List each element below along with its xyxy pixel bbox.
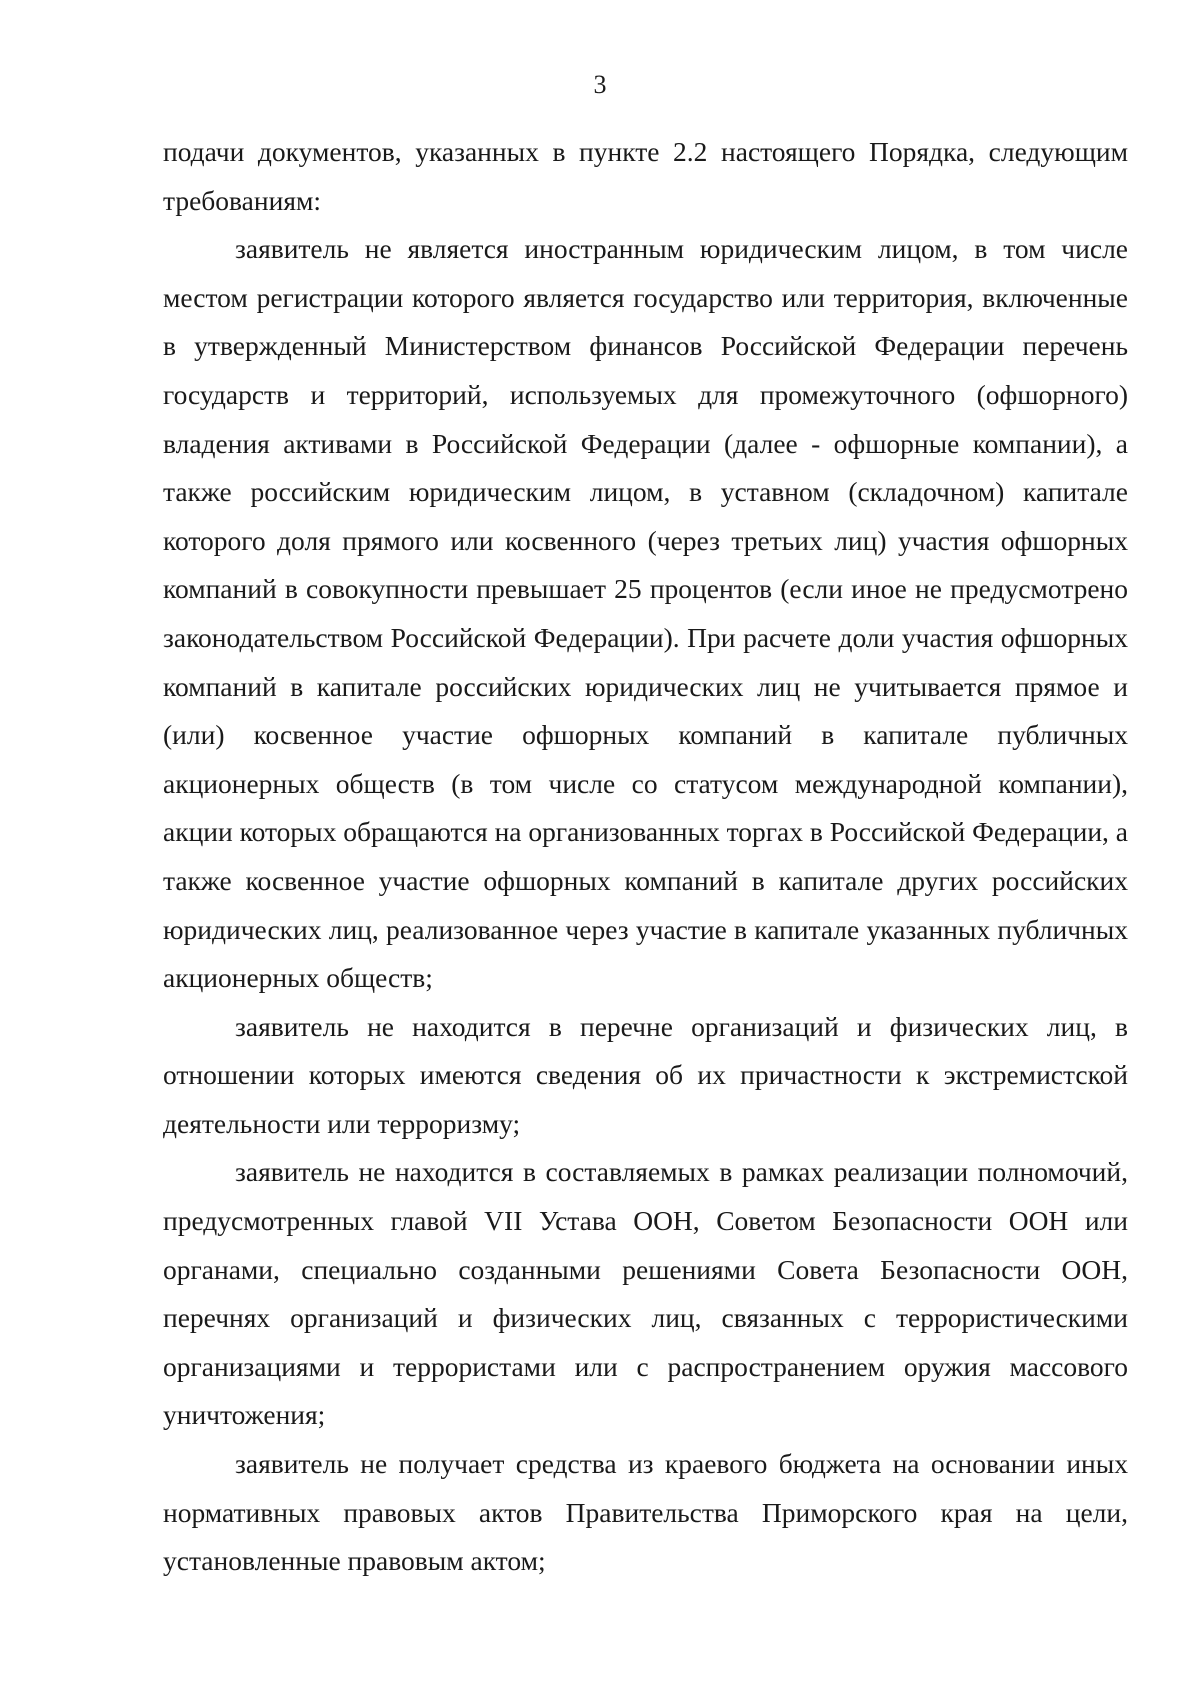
paragraph-extremism-list: заявитель не находится в перечне организаций и физических лиц, в отношении которых имеются сведения об их причастности к экстремистской деятельности или терроризму; bbox=[163, 1010, 1128, 1139]
document-body bbox=[163, 128, 1128, 1586]
paragraph-un-sanctions-list: заявитель не находится в составляемых в рамках реализации полномочий, предусмотренных главой VII Устава ООН, Советом Безопасности ООН или органами, специально созданными решениями Совета Безопасности ООН, перечнях организаций и физических лиц, связанных с террористическими организациями и террористами или с распространением оружия массового уничтожения; bbox=[163, 1156, 1128, 1431]
paragraph-offshore-requirement: заявитель не является иностранным юридическим лицом, в том числе местом регистрации которого является государство или территория, включенные в утвержденный Министерством финансов Российской Федерации перечень государств и территорий, используемых для промежуточного (офшорного) владения активами в Российской Федерации (далее - офшорные компании), а также российским юридическим лицом, в уставном (складочном) капитале которого доля прямого или косвенного (через третьих лиц) участия офшорных компаний в совокупности превышает 25 процентов (если иное не предусмотрено законодательством Российской Федерации). При расчете доли участия офшорных компаний в капитале российских юридических лиц не учитывается прямое и (или) косвенное участие офшорных компаний в капитале публичных акционерных обществ (в том числе со статусом международной компании), акции которых обращаются на организованных торгах в Российской Федерации, а также косвенное участие офшорных компаний в капитале других российских юридических лиц, реализованное через участие в капитале указанных публичных акционерных обществ; bbox=[163, 233, 1128, 994]
paragraph-continuation: подачи документов, указанных в пункте 2.2 настоящего Порядка, следующим требованиям: bbox=[163, 136, 1128, 216]
page-number: 3 bbox=[593, 70, 607, 99]
paragraph-regional-budget: заявитель не получает средства из краевого бюджета на основании иных нормативных правовых актов Правительства Приморского края на цели, установленные правовым актом; bbox=[163, 1448, 1128, 1577]
